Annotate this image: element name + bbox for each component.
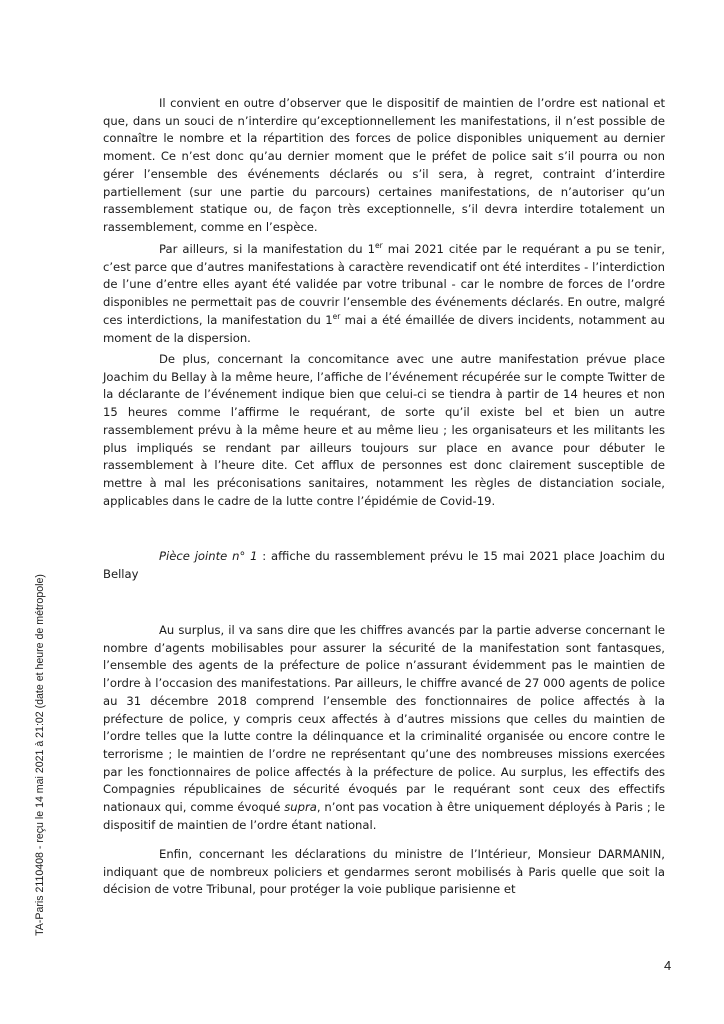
stamp-text: TA-Paris 2110408 - reçu le 14 mai 2021 à 21:02 (date et heure de métropole) xyxy=(34,574,46,936)
paragraph-text: Au surplus, il va sans dire que les chiffres avancés par la partie adverse concernant le nombre d’agents mobilisables pour assurer la sécurité de la manifestation sont fantasques, l’ensemble des agents de la préfecture de police n’assurant évidemment pas le maintien de l’ordre à l’occasion des manifestations. Par ailleurs, le chiffre avancé de 27 000 agents de police au 31 décembre 2018 comprend l’ensemble des fonctionnaires de police affectés à la préfecture de police, y compris ceux affectés à d’autres missions que celles du maintien de l’ordre telles que la lutte contre la délinquance et la criminalité organisée ou encore contre le terrorisme ; le maintien de l’ordre ne représentant qu’une des nombreuses missions exercées par les fonctionnaires de police affectés à la préfecture de police. Au surplus, les effectifs des Compagnies républicaines de sécurité évoqués par le requérant sont ceux des effectifs nationaux qui, comme évoqué xyxy=(103,623,665,815)
paragraph-text: , n’ont pas vocation à être uniquement déployés à Paris ; le dispositif de maintien de l’ordre étant national. xyxy=(103,800,665,832)
paragraph-text: Il convient en outre d’observer que le dispositif de maintien de l’ordre est national et que, dans un souci de n’interdire qu’exceptionnellement les manifestations, il n’est possible de connaître le nombre et la répartition des forces de police disponibles uniquement au dernier moment. Ce n’est donc qu’au dernier moment que le préfet de police sait s’il pourra ou non gérer l’ensemble des événements déclarés ou s’il sera, à regret, contraint d’interdire partiellement (sur une partie du parcours) certaines manifestations, de n’autoriser qu’un rassemblement statique ou, de façon très exceptionnelle, s’il devra interdire totalement un rassemblement, comme en l’espèce. xyxy=(103,96,665,234)
paragraph-2 xyxy=(103,241,665,347)
court-receipt-stamp xyxy=(32,545,48,965)
paragraph-5 xyxy=(103,622,665,834)
italic-term: supra xyxy=(284,800,317,815)
paragraph-text: mai a été émaillée de divers incidents, notamment au moment de la dispersion. xyxy=(103,312,665,345)
attachment-caption xyxy=(103,548,665,583)
paragraph-6 xyxy=(103,846,665,899)
attachment-label: Pièce jointe n° 1 xyxy=(159,549,258,563)
paragraph-1 xyxy=(103,95,665,237)
page-number: 4 xyxy=(664,958,672,973)
paragraph-text: Enfin, concernant les déclarations du ministre de l’Intérieur, Monsieur DARMANIN, indiquant que de nombreux policiers et gendarmes seront mobilisés à Paris quelle que soit la décision de votre Tribunal, pour protéger la voie publique parisienne et xyxy=(103,847,665,897)
paragraph-text: mai 2021 citée par le requérant a pu se tenir, c’est parce que d’autres manifestations à caractère revendicatif ont été interdites - l’interdiction de l’une d’entre elles ayant été validée par votre tribunal - car le nombre de forces de l’ordre disponibles ne permettait pas de couvrir l’ensemble des événements déclarés. En outre, malgré ces interdictions, la manifestation du 1 xyxy=(103,242,666,327)
paragraph-text: De plus, concernant la concomitance avec une autre manifestation prévue place Joachim du Bellay à la même heure, l’affiche de l’événement récupérée sur le compte Twitter de la déclarante de l’événement indique bien que celui-ci se tiendra à partir de 14 heures et non 15 heures comme l’affirme le requérant, de sorte qu’il existe bel et bien un autre rassemblement prévu à la même heure et au même lieu ; les organisateurs et les militants les plus impliqués se rendant par ailleurs toujours sur place en avance pour débuter le rassemblement à l’heure dite. Cet afflux de personnes est donc clairement susceptible de mettre à mal les préconisations sanitaires, notamment les règles de distanciation sociale, applicables dans le cadre de la lutte contre l’épidémie de Covid-19. xyxy=(103,352,665,508)
ordinal-superscript: er xyxy=(332,311,341,321)
paragraph-3 xyxy=(103,351,665,510)
ordinal-superscript: er xyxy=(375,241,383,251)
paragraph-text: Par ailleurs, si la manifestation du 1 xyxy=(159,242,375,256)
attachment-description: : affiche du rassemblement prévu le 15 mai 2021 place Joachim du Bellay xyxy=(103,549,665,581)
